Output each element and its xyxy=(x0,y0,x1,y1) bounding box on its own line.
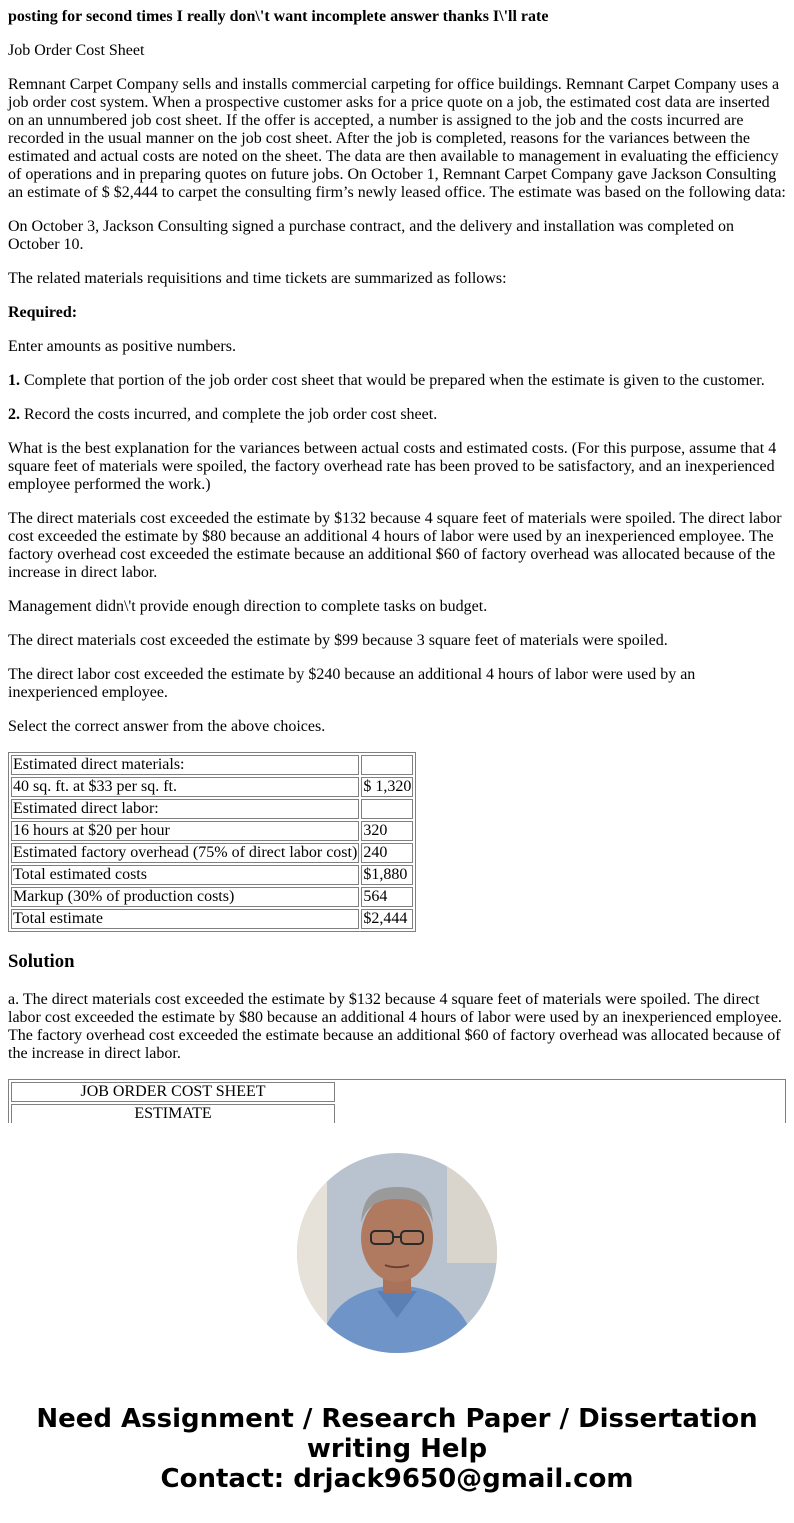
estimate-label: Estimated direct labor: xyxy=(11,799,359,819)
choice-d: The direct labor cost exceeded the estimate by $240 because an additional 4 hours of labor were used by an inexperienced employee. xyxy=(8,666,696,701)
required-label: Required: xyxy=(8,304,78,321)
estimate-label: Total estimate xyxy=(11,909,359,929)
choice-c: The direct materials cost exceeded the estimate by $99 because 3 square feet of materials were spoiled. xyxy=(8,632,668,649)
estimate-value: $2,444 xyxy=(361,909,413,929)
estimate-row xyxy=(11,799,413,819)
promo-contact: Contact: drjack9650@gmail.com xyxy=(160,1464,634,1494)
enter-amounts-note: Enter amounts as positive numbers. xyxy=(8,338,236,355)
promo-line-2: writing Help xyxy=(306,1434,488,1464)
question-related: The related materials requisitions and time tickets are summarized as follows: xyxy=(8,270,507,287)
estimate-label: Estimated direct materials: xyxy=(11,755,359,775)
post-title: posting for second times I really don\'t want incomplete answer thanks I\'ll rate xyxy=(8,8,549,25)
choice-b: Management didn\'t provide enough direction to complete tasks on budget. xyxy=(8,598,488,615)
promo-text xyxy=(0,1404,794,1494)
estimate-value: 564 xyxy=(361,887,413,907)
estimate-value: 320 xyxy=(361,821,413,841)
author-avatar xyxy=(297,1153,497,1353)
step-1-number: 1. xyxy=(8,372,20,389)
promo-banner xyxy=(0,1123,794,1523)
estimate-label: Total estimated costs xyxy=(11,865,359,885)
portrait-image xyxy=(297,1153,497,1353)
select-prompt: Select the correct answer from the above choices. xyxy=(8,718,326,735)
estimate-row xyxy=(11,865,413,885)
estimate-value xyxy=(361,755,413,775)
choice-a: The direct materials cost exceeded the estimate by $132 because 4 square feet of materials were spoiled. The direct labor cost exceeded the estimate by $80 because an additional 4 hours of labor were used by an inexperienced employee. The factory overhead cost exceeded the estimate because an additional $60 of factory overhead was allocated because of the increase in direct labor. xyxy=(8,510,782,581)
job-sheet-subtitle: ESTIMATE xyxy=(11,1104,335,1124)
estimate-row xyxy=(11,755,413,775)
step-1-text: Complete that portion of the job order cost sheet that would be prepared when the estimate is given to the customer. xyxy=(20,372,765,389)
estimate-value xyxy=(361,799,413,819)
question-intro: Remnant Carpet Company sells and installs commercial carpeting for office buildings. Remnant Carpet Company uses a job order cost system. When a prospective customer asks for a price quote on a job, the estimated cost data are inserted on an unnumbered job cost sheet. If the offer is accepted, a number is assigned to the job and the costs incurred are recorded in the usual manner on the job cost sheet. After the job is completed, reasons for the variances between the estimated and actual costs are noted on the sheet. The data are then available to management in evaluating the efficiency of operations and in preparing quotes on future jobs. On October 1, Remnant Carpet Company gave Jackson Consulting an estimate of $ $2,444 to carpet the consulting firm’s newly leased office. The estimate was based on the following data: xyxy=(8,76,786,201)
step-2 xyxy=(8,406,437,424)
estimate-value: 240 xyxy=(361,843,413,863)
solution-answer: a. The direct materials cost exceeded the estimate by $132 because 4 square feet of materials were spoiled. The direct labor cost exceeded the estimate by $80 because an additional 4 hours of labor were used by an inexperienced employee. The factory overhead cost exceeded the estimate because an additional $60 of factory overhead was allocated because of the increase in direct labor. xyxy=(8,991,782,1062)
estimate-label: 16 hours at $20 per hour xyxy=(11,821,359,841)
estimate-value: $ 1,320 xyxy=(363,778,412,795)
estimate-row xyxy=(11,777,413,797)
job-order-cost-sheet xyxy=(8,1079,786,1124)
promo-line-1: Need Assignment / Research Paper / Dissertation xyxy=(36,1404,758,1434)
job-sheet-title: JOB ORDER COST SHEET xyxy=(11,1082,335,1102)
variance-question: What is the best explanation for the variances between actual costs and estimated costs. (For this purpose, assume that 4 square feet of materials were spoiled, the factory overhead rate has been proved to be satisfactory, and an inexperienced employee performed the work.) xyxy=(8,440,777,493)
step-2-text: Record the costs incurred, and complete the job order cost sheet. xyxy=(20,406,438,423)
estimate-table xyxy=(8,752,416,932)
estimate-label: 40 sq. ft. at $33 per sq. ft. xyxy=(11,777,359,797)
question-contract: On October 3, Jackson Consulting signed a purchase contract, and the delivery and installation was completed on October 10. xyxy=(8,218,735,253)
estimate-label: Markup (30% of production costs) xyxy=(11,887,359,907)
solution-heading: Solution xyxy=(8,951,75,972)
estimate-row xyxy=(11,821,413,841)
step-1 xyxy=(8,372,765,390)
estimate-row xyxy=(11,909,413,929)
estimate-row xyxy=(11,887,413,907)
estimate-value: $1,880 xyxy=(361,865,413,885)
estimate-label: Estimated factory overhead (75% of direct labor cost) xyxy=(13,844,358,861)
estimate-row xyxy=(11,843,413,863)
step-2-number: 2. xyxy=(8,406,20,423)
question-heading: Job Order Cost Sheet xyxy=(8,42,145,59)
